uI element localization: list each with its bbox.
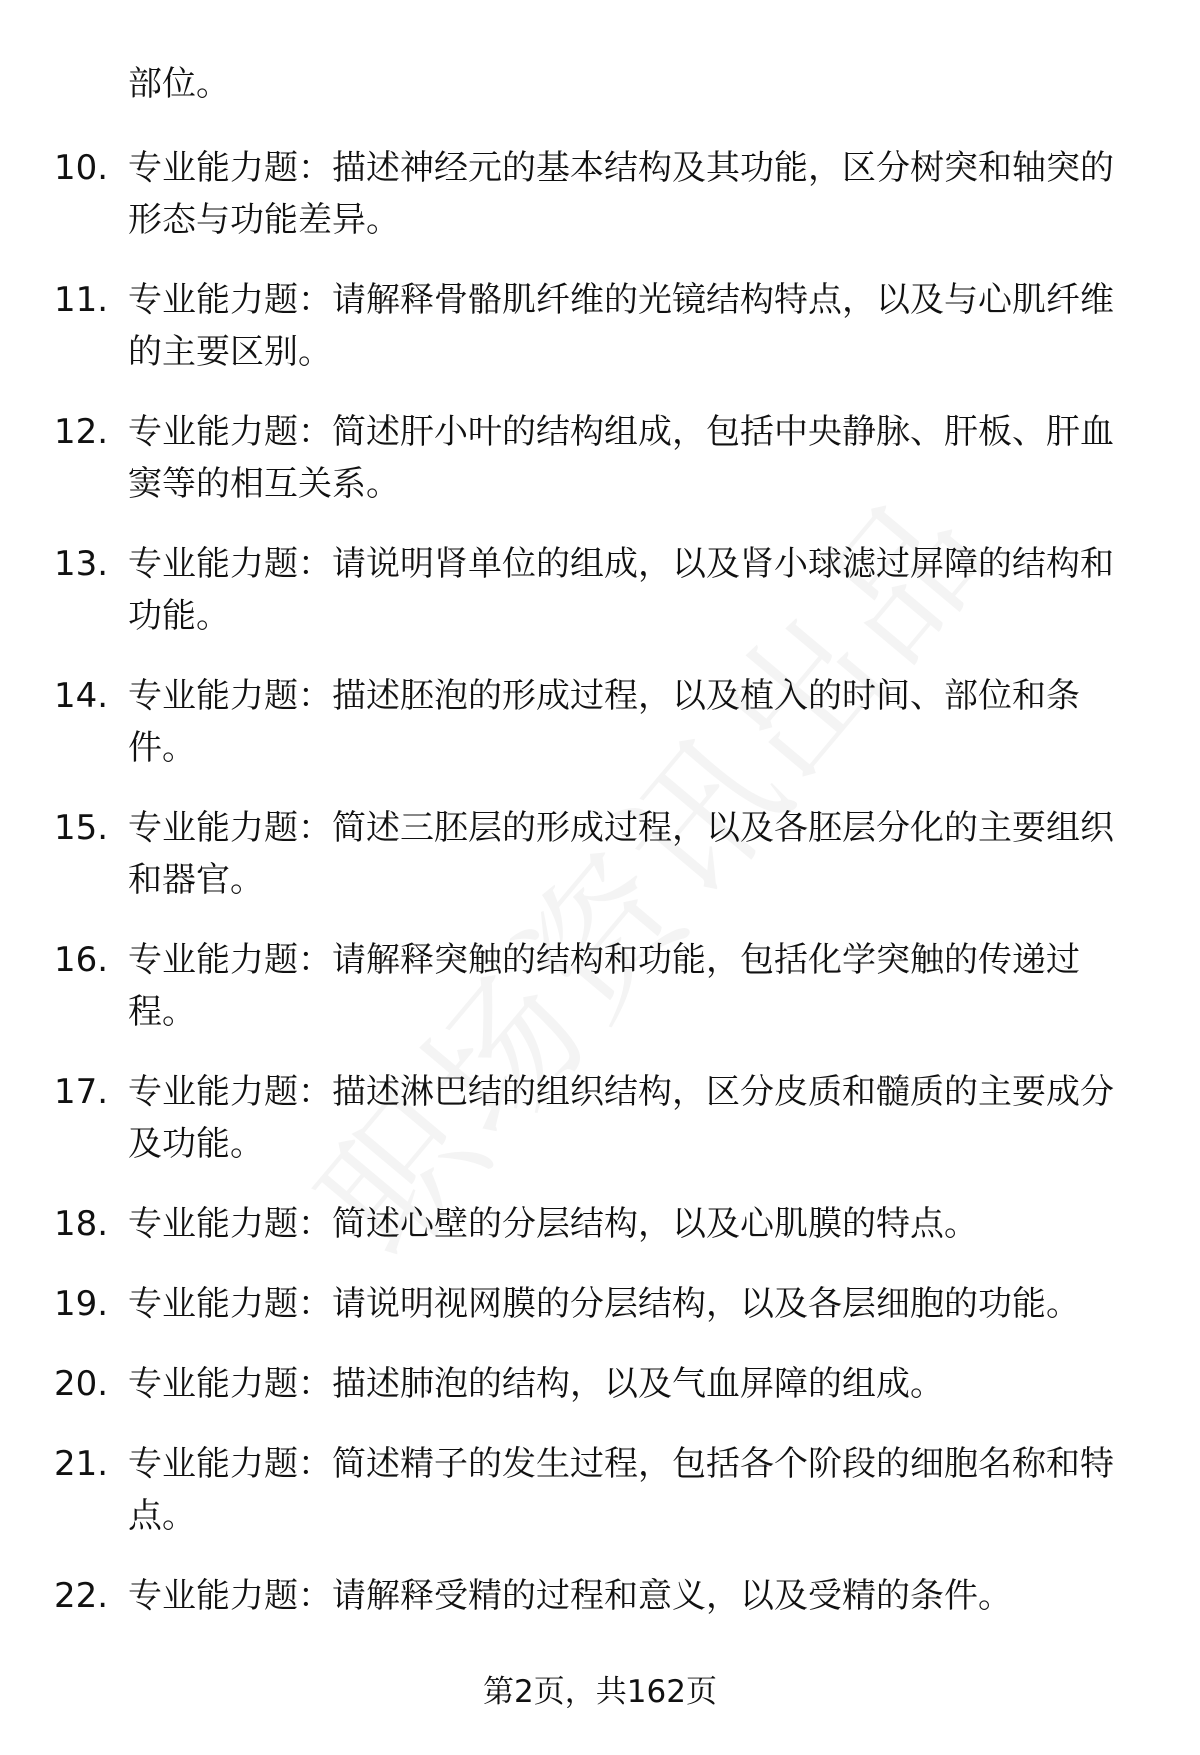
question-item xyxy=(0,1198,1200,1250)
question-item xyxy=(0,1358,1200,1410)
question-number: 19. xyxy=(54,1284,109,1324)
question-item xyxy=(0,1066,1200,1170)
question-number: 22. xyxy=(54,1576,109,1616)
question-item xyxy=(0,274,1200,378)
question-number: 15. xyxy=(54,808,109,848)
question-text: 专业能力题：简述精子的发生过程，包括各个阶段的细胞名称和特点。 xyxy=(128,1444,1114,1536)
question-item xyxy=(0,406,1200,510)
question-number: 18. xyxy=(54,1204,109,1244)
question-number: 12. xyxy=(54,412,109,452)
question-item xyxy=(0,538,1200,642)
page-footer: 第2页，共162页 xyxy=(483,1674,717,1710)
question-text: 专业能力题：简述三胚层的形成过程，以及各胚层分化的主要组织和器官。 xyxy=(128,808,1114,900)
question-text: 专业能力题：描述肺泡的结构，以及气血屏障的组成。 xyxy=(128,1364,944,1404)
question-number: 21. xyxy=(54,1444,109,1484)
question-text: 专业能力题：描述神经元的基本结构及其功能，区分树突和轴突的形态与功能差异。 xyxy=(128,148,1114,240)
question-number: 14. xyxy=(54,676,109,716)
question-text: 专业能力题：简述心壁的分层结构，以及心肌膜的特点。 xyxy=(128,1204,978,1244)
question-text: 专业能力题：请说明肾单位的组成，以及肾小球滤过屏障的结构和功能。 xyxy=(128,544,1114,636)
question-item xyxy=(0,142,1200,246)
question-number: 20. xyxy=(54,1364,109,1404)
question-text: 专业能力题：描述胚泡的形成过程，以及植入的时间、部位和条件。 xyxy=(128,676,1080,768)
question-number: 17. xyxy=(54,1072,109,1112)
question-list xyxy=(0,142,1200,1650)
question-item xyxy=(0,1570,1200,1622)
question-text: 专业能力题：请解释骨骼肌纤维的光镜结构特点，以及与心肌纤维的主要区别。 xyxy=(128,280,1114,372)
question-number: 11. xyxy=(54,280,109,320)
continuation-text: 部位。 xyxy=(128,64,230,104)
question-item xyxy=(0,1278,1200,1330)
question-text: 专业能力题：请解释受精的过程和意义，以及受精的条件。 xyxy=(128,1576,1012,1616)
question-number: 16. xyxy=(54,940,109,980)
question-item xyxy=(0,670,1200,774)
question-item xyxy=(0,934,1200,1038)
question-number: 13. xyxy=(54,544,109,584)
question-item xyxy=(0,802,1200,906)
question-text: 专业能力题：请解释突触的结构和功能，包括化学突触的传递过程。 xyxy=(128,940,1080,1032)
question-text: 专业能力题：描述淋巴结的组织结构，区分皮质和髓质的主要成分及功能。 xyxy=(128,1072,1114,1164)
question-item xyxy=(0,1438,1200,1542)
question-text: 专业能力题：请说明视网膜的分层结构，以及各层细胞的功能。 xyxy=(128,1284,1080,1324)
question-number: 10. xyxy=(54,148,109,188)
question-text: 专业能力题：简述肝小叶的结构组成，包括中央静脉、肝板、肝血窦等的相互关系。 xyxy=(128,412,1114,504)
